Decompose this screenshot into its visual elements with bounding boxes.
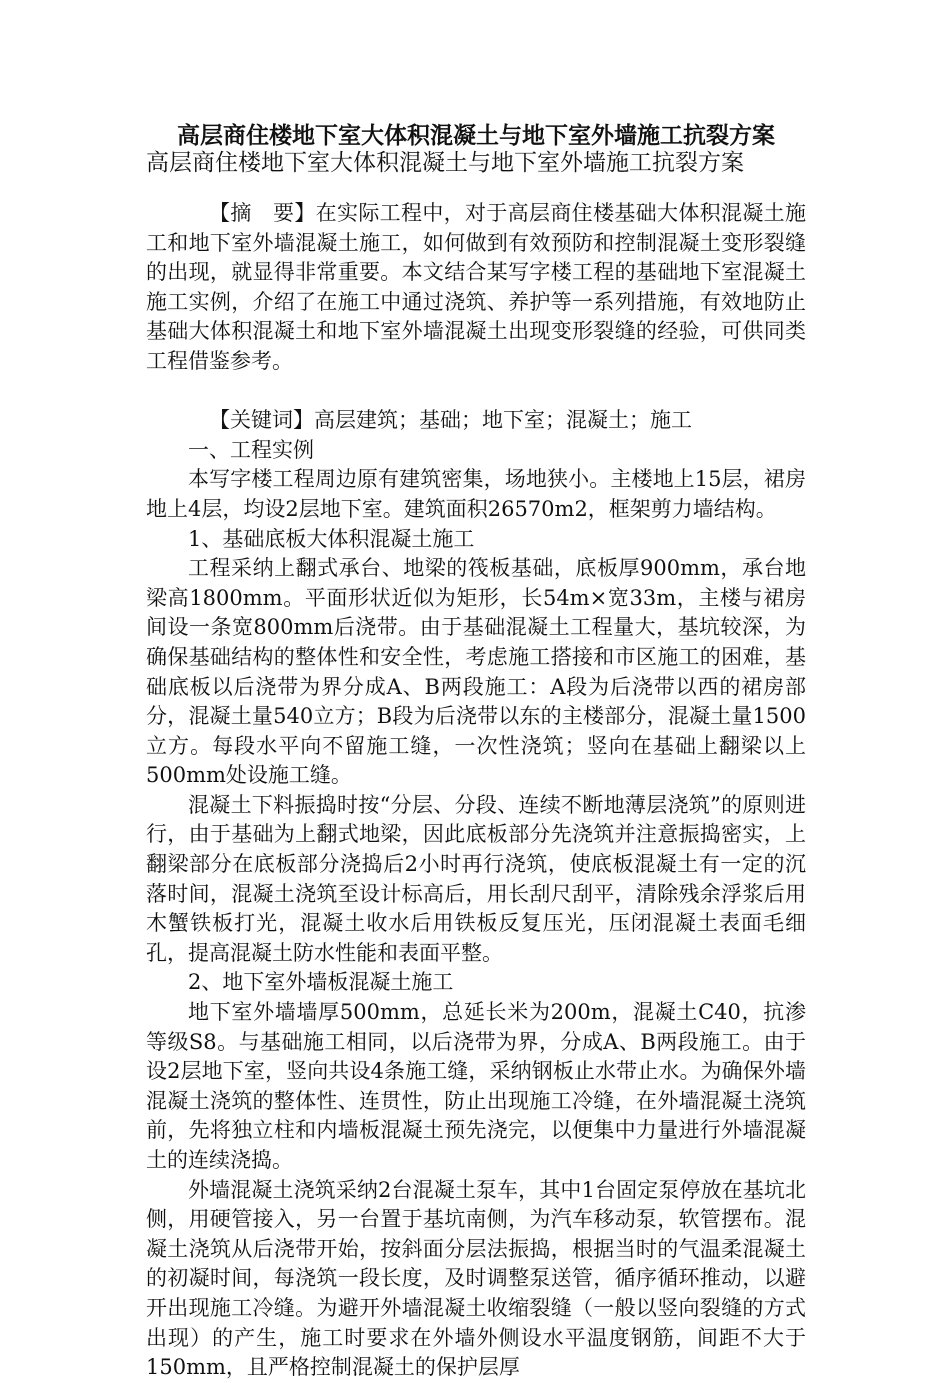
keywords-line: 【关键词】高层建筑；基础；地下室；混凝土；施工 — [209, 408, 692, 433]
foundation-slab-paragraph: 工程采纳上翻式承台、地梁的筏板基础，底板厚900mm，承台地梁高1800mm。平面形状近似为矩形，长54m×宽33m，主楼与裙房间设一条宽800mm后浇带。由于基础混凝土工程量大，基坑较深，为确保基础结构的整体性和安全性，考虑施工搭接和市区施工的困难，基础底板以后浇带为界分成A、B两段施工：A段为后浇带以西的裙房部分，混凝土量540立方；B段为后浇带以东的主楼部分，混凝土量1500立方。每段水平向不留施工缝，一次性浇筑；竖向在基础上翻梁以上500mm处设施工缝。 — [146, 556, 806, 788]
document-title: 高层商住楼地下室大体积混凝土与地下室外墙施工抗裂方案 — [177, 122, 775, 149]
document-subtitle: 高层商住楼地下室大体积混凝土与地下室外墙施工抗裂方案 — [146, 150, 744, 176]
abstract-paragraph: 【摘 要】在实际工程中，对于高层商住楼基础大体积混凝土施工和地下室外墙混凝土施工，如何做到有效预防和控制混凝土变形裂缝的出现，就显得非常重要。本文结合某写字楼工程的基础地下室混凝土施工实例，介绍了在施工中通过浇筑、养护等一系列措施，有效地防止基础大体积混凝土和地下室外墙混凝土出现变形裂缝的经验，可供同类工程借鉴参考。 — [146, 201, 806, 373]
project-intro-paragraph: 本写字楼工程周边原有建筑密集，场地狭小。主楼地上15层，裙房地上4层，均设2层地下室。建筑面积26570m2，框架剪力墙结构。 — [146, 467, 806, 521]
exterior-wall-paragraph: 地下室外墙墙厚500mm，总延长米为200m，混凝土C40，抗渗等级S8。与基础施工相同，以后浇带为界，分成A、B两段施工。由于设2层地下室，竖向共设4条施工缝，采纳钢板止水带止水。为确保外墙混凝土浇筑的整体性、连贯性，防止出现施工冷缝，在外墙混凝土浇筑前，先将独立柱和内墙板混凝土预先浇完，以便集中力量进行外墙混凝土的连续浇捣。 — [146, 1000, 806, 1172]
subsection-heading-foundation-slab: 1、基础底板大体积混凝土施工 — [188, 526, 475, 551]
document-body — [146, 199, 806, 1383]
section-heading-project-example: 一、工程实例 — [188, 437, 314, 462]
blank-line — [146, 377, 806, 407]
subsection-heading-exterior-wall: 2、地下室外墙板混凝土施工 — [188, 970, 454, 995]
concrete-pouring-paragraph: 混凝土下料振捣时按“分层、分段、连续不断地薄层浇筑”的原则进行，由于基础为上翻式地梁，因此底板部分先浇筑并注意振捣密实，上翻梁部分在底板部分浇捣后2小时再行浇筑，使底板混凝土有一定的沉落时间，混凝土浇筑至设计标高后，用长刮尺刮平，清除残余浮浆后用木蟹铁板打光，混凝土收水后用铁板反复压光，压闭混凝土表面毛细孔，提高混凝土防水性能和表面平整。 — [146, 792, 806, 965]
exterior-wall-pouring-paragraph: 外墙混凝土浇筑采纳2台混凝土泵车，其中1台固定泵停放在基坑北侧，用硬管接入，另一台置于基坑南侧，为汽车移动泵，软管摆布。混凝土浇筑从后浇带开始，按斜面分层法振捣，根据当时的气温柔混凝土的初凝时间，每浇筑一段长度，及时调整泵送管，循序循环推动，以避开出现施工冷缝。为避开外墙混凝土收缩裂缝（一般以竖向裂缝的方式出现）的产生，施工时要求在外墙外侧设水平温度钢筋，间距不大于150mm，且严格控制混凝土的保护层厚 — [146, 1177, 806, 1380]
